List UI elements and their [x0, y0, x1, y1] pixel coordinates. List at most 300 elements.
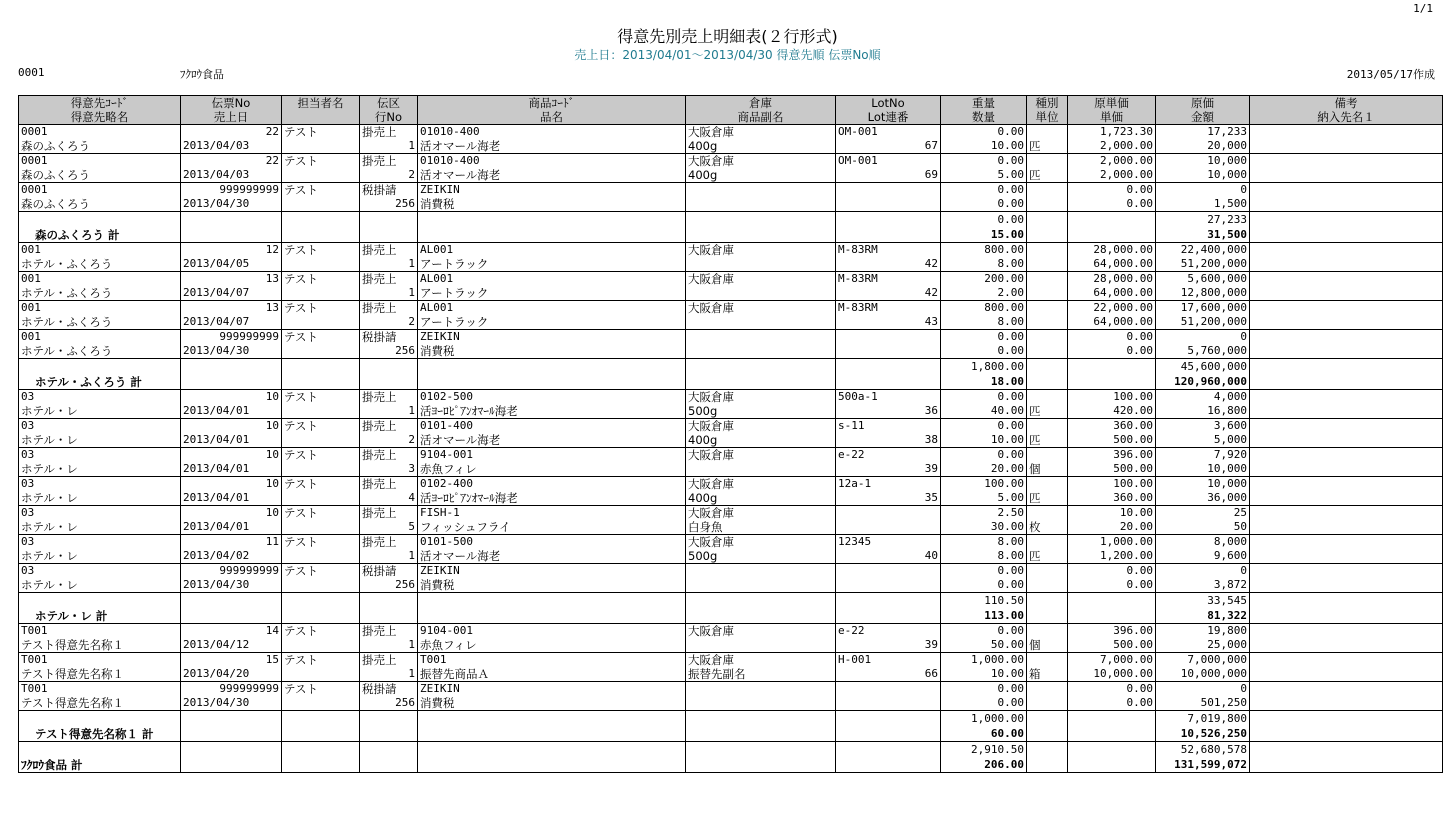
page-number: 1/1	[1413, 2, 1433, 15]
staff-name: テスト	[282, 154, 360, 169]
empty-cell	[360, 593, 418, 609]
unit-cost: 10.00	[1068, 506, 1156, 521]
delivery-destination	[1250, 520, 1443, 535]
empty-cell	[836, 608, 941, 624]
lot-sequence: 39	[836, 638, 941, 653]
total-label: テスト得意先名称１ 計	[19, 726, 181, 742]
empty-cell	[360, 212, 418, 228]
empty-cell	[19, 593, 181, 609]
delivery-destination	[1250, 286, 1443, 301]
empty-cell	[181, 742, 282, 758]
empty-cell	[282, 374, 360, 390]
note	[1250, 243, 1443, 258]
empty-cell	[360, 726, 418, 742]
lot-sequence	[836, 696, 941, 711]
total-quantity: 60.00	[941, 726, 1027, 742]
cost: 19,800	[1156, 624, 1250, 639]
column-header: 原価	[1156, 96, 1250, 111]
staff-name: テスト	[282, 564, 360, 579]
item-name: 活オマール海老	[418, 168, 686, 183]
empty-cell	[282, 433, 360, 448]
customer-short-name: ホテル・ふくろう	[19, 286, 181, 301]
unit-price: 64,000.00	[1068, 286, 1156, 301]
lot-number	[836, 564, 941, 579]
slip-kind: 掛売上	[360, 653, 418, 668]
column-header: 備考	[1250, 96, 1443, 111]
amount: 10,000,000	[1156, 667, 1250, 682]
type	[1027, 183, 1068, 198]
line-number: 256	[360, 197, 418, 212]
empty-cell	[1027, 227, 1068, 243]
note	[1250, 682, 1443, 697]
unit: 個	[1027, 638, 1068, 653]
empty-cell	[282, 462, 360, 477]
warehouse	[686, 682, 836, 697]
customer-code: 03	[19, 564, 181, 579]
empty-cell	[1250, 212, 1443, 228]
slip-kind: 税掛請	[360, 183, 418, 198]
unit: 匹	[1027, 549, 1068, 564]
empty-cell	[1068, 359, 1156, 375]
type	[1027, 390, 1068, 405]
amount: 16,800	[1156, 404, 1250, 419]
lot-number	[836, 506, 941, 521]
type	[1027, 535, 1068, 550]
item-sub-name: 白身魚	[686, 520, 836, 535]
line-number: 4	[360, 491, 418, 506]
lot-number: M-83RM	[836, 301, 941, 316]
sales-date: 2013/04/30	[181, 344, 282, 359]
empty-cell	[282, 549, 360, 564]
sales-date: 2013/04/02	[181, 549, 282, 564]
weight: 800.00	[941, 243, 1027, 258]
slip-number: 999999999	[181, 564, 282, 579]
empty-cell	[836, 212, 941, 228]
empty-cell	[836, 359, 941, 375]
delivery-destination	[1250, 315, 1443, 330]
cost: 0	[1156, 183, 1250, 198]
lot-number	[836, 183, 941, 198]
unit-price: 20.00	[1068, 520, 1156, 535]
amount: 501,250	[1156, 696, 1250, 711]
weight: 0.00	[941, 183, 1027, 198]
total-quantity: 206.00	[941, 757, 1027, 773]
note	[1250, 330, 1443, 345]
weight: 200.00	[941, 272, 1027, 287]
warehouse: 大阪倉庫	[686, 448, 836, 463]
quantity: 10.00	[941, 433, 1027, 448]
table-row	[19, 491, 1443, 506]
sales-date: 2013/04/07	[181, 315, 282, 330]
empty-cell	[282, 491, 360, 506]
lot-sequence: 40	[836, 549, 941, 564]
weight: 1,000.00	[941, 653, 1027, 668]
column-header-sub: 単価	[1068, 110, 1156, 125]
column-header-sub: 商品副名	[686, 110, 836, 125]
note	[1250, 506, 1443, 521]
empty-cell	[360, 742, 418, 758]
unit: 匹	[1027, 168, 1068, 183]
line-number: 1	[360, 257, 418, 272]
column-header: 倉庫	[686, 96, 836, 111]
empty-cell	[282, 197, 360, 212]
total-weight: 110.50	[941, 593, 1027, 609]
slip-number: 999999999	[181, 330, 282, 345]
empty-cell	[1068, 212, 1156, 228]
lot-number: 12a-1	[836, 477, 941, 492]
unit	[1027, 578, 1068, 593]
empty-cell	[282, 520, 360, 535]
customer-short-name: ホテル・ふくろう	[19, 315, 181, 330]
delivery-destination	[1250, 139, 1443, 154]
empty-cell	[181, 212, 282, 228]
unit	[1027, 344, 1068, 359]
sales-detail-table	[18, 95, 1443, 773]
total-amount: 10,526,250	[1156, 726, 1250, 742]
empty-cell	[1027, 359, 1068, 375]
empty-cell	[1027, 742, 1068, 758]
unit-cost: 7,000.00	[1068, 653, 1156, 668]
amount: 36,000	[1156, 491, 1250, 506]
quantity: 2.00	[941, 286, 1027, 301]
column-header-sub: 単位	[1027, 110, 1068, 125]
empty-cell	[181, 593, 282, 609]
note	[1250, 272, 1443, 287]
empty-cell	[686, 726, 836, 742]
lot-number: 500a-1	[836, 390, 941, 405]
type	[1027, 624, 1068, 639]
staff-name: テスト	[282, 419, 360, 434]
quantity: 8.00	[941, 549, 1027, 564]
lot-sequence: 66	[836, 667, 941, 682]
subtotal-row	[19, 726, 1443, 742]
sales-date: 2013/04/05	[181, 257, 282, 272]
type	[1027, 301, 1068, 316]
unit-price: 2,000.00	[1068, 139, 1156, 154]
sales-date: 2013/04/03	[181, 168, 282, 183]
amount: 51,200,000	[1156, 315, 1250, 330]
empty-cell	[1068, 742, 1156, 758]
empty-cell	[418, 757, 686, 773]
empty-cell	[282, 344, 360, 359]
slip-number: 13	[181, 272, 282, 287]
empty-cell	[686, 757, 836, 773]
line-number: 1	[360, 404, 418, 419]
amount: 1,500	[1156, 197, 1250, 212]
slip-kind: 掛売上	[360, 477, 418, 492]
empty-cell	[418, 742, 686, 758]
staff-name: テスト	[282, 535, 360, 550]
amount: 5,760,000	[1156, 344, 1250, 359]
empty-cell	[836, 374, 941, 390]
type	[1027, 272, 1068, 287]
customer-short-name: ホテル・レ	[19, 520, 181, 535]
staff-name: テスト	[282, 682, 360, 697]
empty-cell	[282, 667, 360, 682]
slip-kind: 掛売上	[360, 243, 418, 258]
cost: 0	[1156, 330, 1250, 345]
slip-number: 14	[181, 624, 282, 639]
warehouse: 大阪倉庫	[686, 125, 836, 140]
total-weight: 2,910.50	[941, 742, 1027, 758]
note	[1250, 477, 1443, 492]
staff-name: テスト	[282, 125, 360, 140]
warehouse: 大阪倉庫	[686, 272, 836, 287]
customer-short-name: ホテル・レ	[19, 491, 181, 506]
line-number: 256	[360, 696, 418, 711]
line-number: 1	[360, 139, 418, 154]
cost: 10,000	[1156, 154, 1250, 169]
empty-cell	[360, 757, 418, 773]
lot-sequence: 35	[836, 491, 941, 506]
weight: 8.00	[941, 535, 1027, 550]
item-sub-name	[686, 696, 836, 711]
empty-cell	[1068, 593, 1156, 609]
item-name: 活オマール海老	[418, 433, 686, 448]
customer-code: 03	[19, 506, 181, 521]
customer-code: T001	[19, 682, 181, 697]
total-cost: 45,600,000	[1156, 359, 1250, 375]
sales-date: 2013/04/01	[181, 491, 282, 506]
item-sub-name	[686, 638, 836, 653]
lot-sequence: 67	[836, 139, 941, 154]
customer-code: 001	[19, 243, 181, 258]
slip-kind: 税掛請	[360, 682, 418, 697]
line-number: 2	[360, 315, 418, 330]
lot-sequence: 69	[836, 168, 941, 183]
empty-cell	[181, 227, 282, 243]
item-sub-name	[686, 315, 836, 330]
note	[1250, 653, 1443, 668]
delivery-destination	[1250, 667, 1443, 682]
empty-cell	[1250, 593, 1443, 609]
customer-short-name: ホテル・レ	[19, 462, 181, 477]
slip-kind: 掛売上	[360, 448, 418, 463]
warehouse	[686, 564, 836, 579]
empty-cell	[1027, 374, 1068, 390]
lot-sequence: 42	[836, 286, 941, 301]
customer-short-name: 森のふくろう	[19, 197, 181, 212]
line-number: 3	[360, 462, 418, 477]
amount: 3,872	[1156, 578, 1250, 593]
unit-price: 64,000.00	[1068, 257, 1156, 272]
slip-number: 10	[181, 506, 282, 521]
unit-cost: 100.00	[1068, 477, 1156, 492]
weight: 0.00	[941, 125, 1027, 140]
cost: 17,600,000	[1156, 301, 1250, 316]
empty-cell	[282, 139, 360, 154]
header-row-2	[19, 110, 1443, 125]
item-sub-name	[686, 462, 836, 477]
weight: 0.00	[941, 682, 1027, 697]
column-header: 重量	[941, 96, 1027, 111]
unit	[1027, 696, 1068, 711]
slip-kind: 税掛請	[360, 564, 418, 579]
sales-date: 2013/04/20	[181, 667, 282, 682]
unit	[1027, 257, 1068, 272]
empty-cell	[360, 374, 418, 390]
item-code: 0101-500	[418, 535, 686, 550]
weight: 2.50	[941, 506, 1027, 521]
quantity: 10.00	[941, 667, 1027, 682]
empty-cell	[282, 742, 360, 758]
sales-date: 2013/04/30	[181, 696, 282, 711]
grand-total-row	[19, 757, 1443, 773]
empty-cell	[418, 359, 686, 375]
quantity: 8.00	[941, 315, 1027, 330]
empty-cell	[686, 227, 836, 243]
column-header-sub: 売上日	[181, 110, 282, 125]
weight: 800.00	[941, 301, 1027, 316]
total-quantity: 15.00	[941, 227, 1027, 243]
item-code: AL001	[418, 301, 686, 316]
line-number: 1	[360, 286, 418, 301]
amount: 25,000	[1156, 638, 1250, 653]
empty-cell	[282, 286, 360, 301]
empty-cell	[1027, 212, 1068, 228]
table-row	[19, 549, 1443, 564]
unit-price: 0.00	[1068, 197, 1156, 212]
quantity: 0.00	[941, 578, 1027, 593]
empty-cell	[836, 227, 941, 243]
unit-cost: 0.00	[1068, 330, 1156, 345]
unit: 匹	[1027, 139, 1068, 154]
empty-cell	[282, 212, 360, 228]
delivery-destination	[1250, 462, 1443, 477]
empty-cell	[418, 212, 686, 228]
note	[1250, 419, 1443, 434]
unit-cost: 1,000.00	[1068, 535, 1156, 550]
total-quantity: 18.00	[941, 374, 1027, 390]
empty-cell	[282, 227, 360, 243]
delivery-destination	[1250, 404, 1443, 419]
company-name: ﾌｸﾛｳ食品	[180, 68, 224, 81]
customer-short-name: テスト得意先名称１	[19, 667, 181, 682]
lot-number: H-001	[836, 653, 941, 668]
empty-cell	[686, 711, 836, 727]
sales-date: 2013/04/30	[181, 197, 282, 212]
unit-price: 1,200.00	[1068, 549, 1156, 564]
item-sub-name: 400g	[686, 139, 836, 154]
table-row	[19, 154, 1443, 169]
empty-cell	[1027, 711, 1068, 727]
amount: 5,000	[1156, 433, 1250, 448]
type	[1027, 682, 1068, 697]
empty-cell	[1250, 608, 1443, 624]
slip-kind: 掛売上	[360, 624, 418, 639]
delivery-destination	[1250, 168, 1443, 183]
empty-cell	[282, 608, 360, 624]
column-header-sub	[282, 110, 360, 125]
table-row	[19, 506, 1443, 521]
empty-cell	[282, 359, 360, 375]
total-amount: 81,322	[1156, 608, 1250, 624]
amount: 12,800,000	[1156, 286, 1250, 301]
slip-kind: 掛売上	[360, 390, 418, 405]
total-amount: 120,960,000	[1156, 374, 1250, 390]
column-header-sub: Lot連番	[836, 110, 941, 125]
empty-cell	[418, 227, 686, 243]
item-code: 0102-500	[418, 390, 686, 405]
item-code: ZEIKIN	[418, 330, 686, 345]
slip-number: 22	[181, 154, 282, 169]
column-header-sub: 納入先名１	[1250, 110, 1443, 125]
empty-cell	[836, 742, 941, 758]
lot-number: e-22	[836, 448, 941, 463]
staff-name: テスト	[282, 448, 360, 463]
empty-cell	[686, 374, 836, 390]
table-row	[19, 667, 1443, 682]
column-header-sub: 金額	[1156, 110, 1250, 125]
item-name: 赤魚フィレ	[418, 638, 686, 653]
empty-cell	[181, 711, 282, 727]
lot-sequence: 36	[836, 404, 941, 419]
customer-code: 0001	[19, 183, 181, 198]
amount: 9,600	[1156, 549, 1250, 564]
unit-cost: 28,000.00	[1068, 243, 1156, 258]
item-code: T001	[418, 653, 686, 668]
staff-name: テスト	[282, 477, 360, 492]
warehouse: 大阪倉庫	[686, 477, 836, 492]
empty-cell	[686, 742, 836, 758]
table-row	[19, 286, 1443, 301]
sales-date: 2013/04/03	[181, 139, 282, 154]
unit-cost: 22,000.00	[1068, 301, 1156, 316]
unit: 箱	[1027, 667, 1068, 682]
empty-cell	[19, 359, 181, 375]
customer-code: 001	[19, 272, 181, 287]
item-sub-name: 400g	[686, 491, 836, 506]
empty-cell	[181, 608, 282, 624]
table-row	[19, 682, 1443, 697]
slip-kind: 掛売上	[360, 272, 418, 287]
lot-sequence	[836, 197, 941, 212]
line-number: 1	[360, 638, 418, 653]
lot-sequence: 42	[836, 257, 941, 272]
total-amount: 31,500	[1156, 227, 1250, 243]
empty-cell	[686, 212, 836, 228]
delivery-destination	[1250, 433, 1443, 448]
customer-code: T001	[19, 653, 181, 668]
slip-kind: 掛売上	[360, 125, 418, 140]
table-row	[19, 462, 1443, 477]
amount: 51,200,000	[1156, 257, 1250, 272]
customer-code: 0001	[19, 125, 181, 140]
cost: 17,233	[1156, 125, 1250, 140]
unit	[1027, 315, 1068, 330]
cost: 0	[1156, 682, 1250, 697]
weight: 0.00	[941, 390, 1027, 405]
unit-cost: 0.00	[1068, 564, 1156, 579]
sales-date: 2013/04/01	[181, 520, 282, 535]
customer-code: T001	[19, 624, 181, 639]
unit-cost: 360.00	[1068, 419, 1156, 434]
delivery-destination	[1250, 197, 1443, 212]
warehouse	[686, 183, 836, 198]
quantity: 0.00	[941, 197, 1027, 212]
unit-cost: 28,000.00	[1068, 272, 1156, 287]
unit	[1027, 286, 1068, 301]
table-row	[19, 624, 1443, 639]
cost: 0	[1156, 564, 1250, 579]
subtotal-row	[19, 593, 1443, 609]
delivery-destination	[1250, 491, 1443, 506]
amount: 10,000	[1156, 168, 1250, 183]
lot-number: OM-001	[836, 154, 941, 169]
type	[1027, 154, 1068, 169]
item-code: 9104-001	[418, 448, 686, 463]
slip-number: 15	[181, 653, 282, 668]
